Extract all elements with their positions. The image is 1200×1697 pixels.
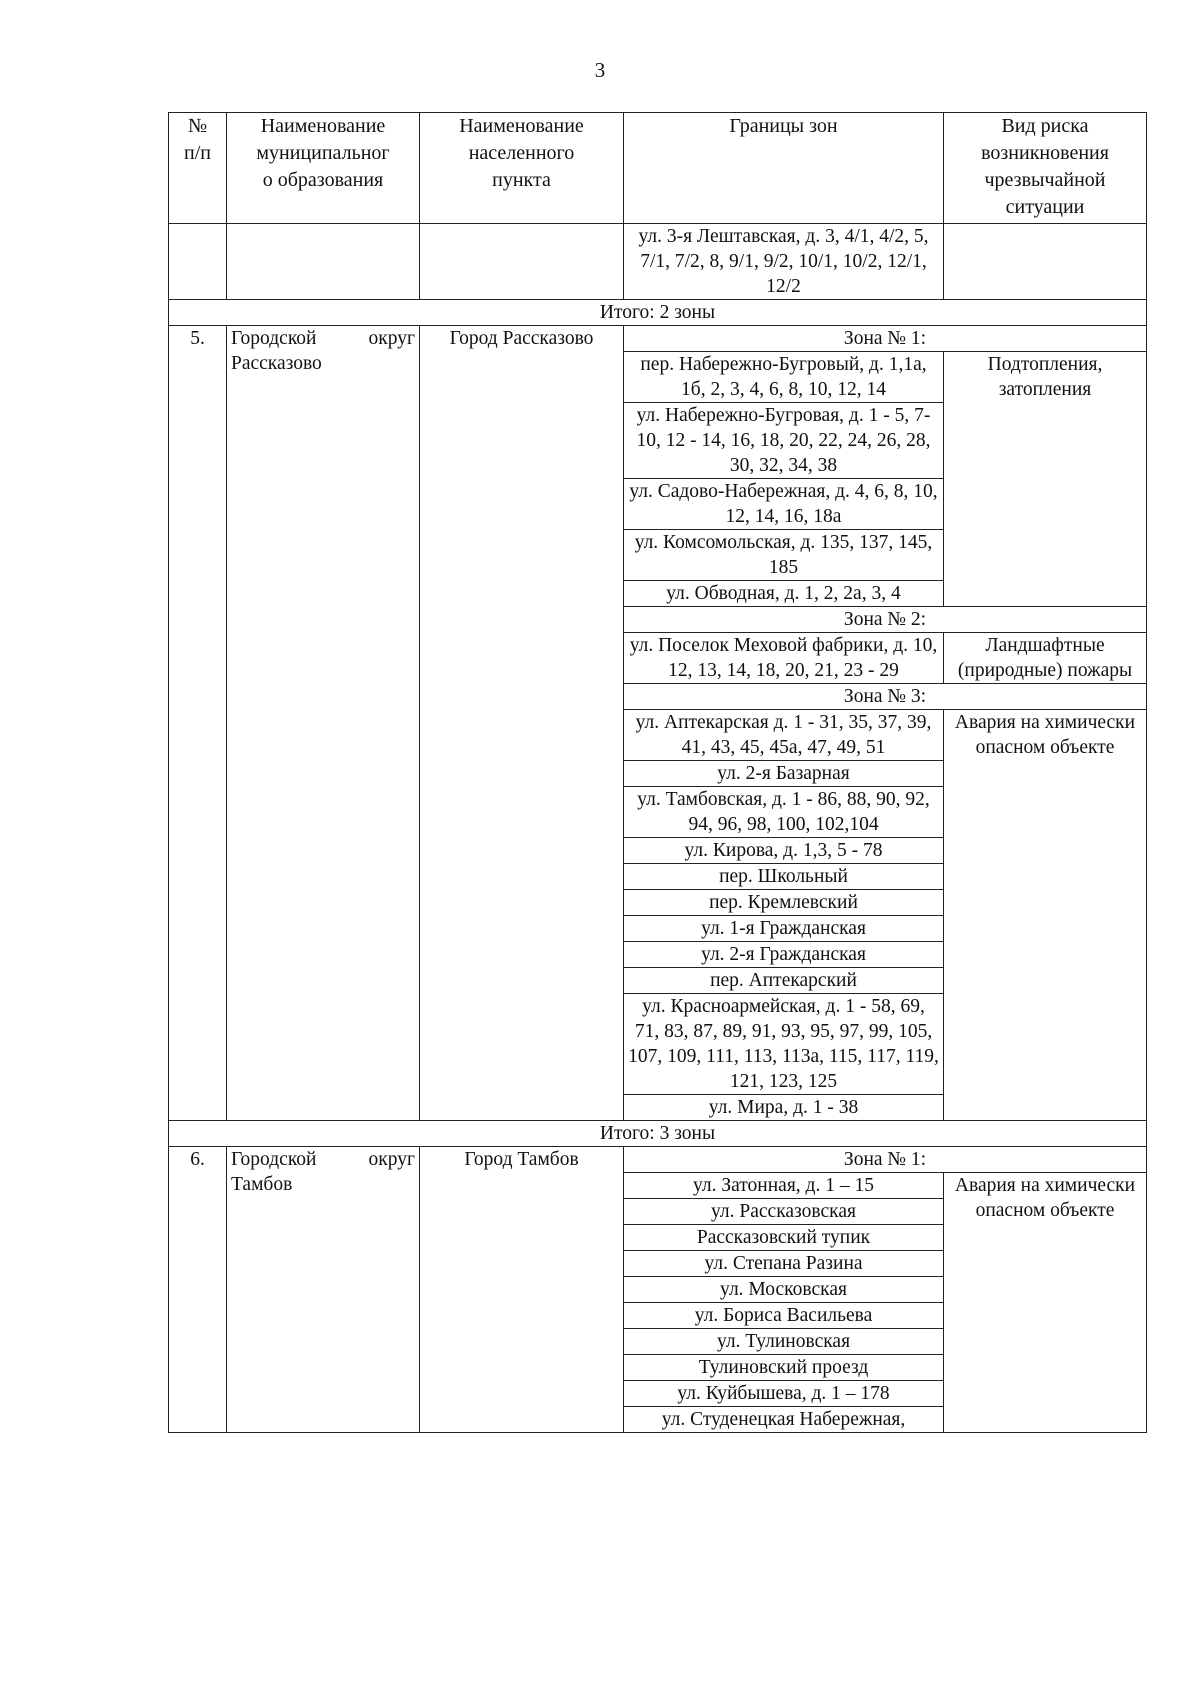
address-cell: ул. Степана Разина: [624, 1251, 944, 1277]
table-header-row: [169, 113, 1147, 224]
zone-header-row: [169, 1147, 1147, 1173]
address-cell: пер. Кремлевский: [624, 890, 944, 916]
risk-type: Подтопления, затопления: [944, 352, 1147, 607]
row-number: 5.: [169, 326, 227, 1121]
address-cell: ул. Куйбышева, д. 1 – 178: [624, 1381, 944, 1407]
total-text: Итого: 3 зоны: [169, 1121, 1147, 1147]
risk-type: Ландшафтные (природные) пожары: [944, 633, 1147, 684]
address-cell: ул. Обводная, д. 1, 2, 2а, 3, 4: [624, 581, 944, 607]
municipality-name: Городской округ Рассказово: [227, 326, 420, 1121]
zone-label: Зона № 1:: [624, 326, 1147, 352]
risk-type: Авария на химически опасном объекте: [944, 1173, 1147, 1433]
row-number: 6.: [169, 1147, 227, 1433]
address-cell: ул. Садово-Набережная, д. 4, 6, 8, 10, 12, 14, 16, 18а: [624, 479, 944, 530]
address-cell: ул. Затонная, д. 1 – 15: [624, 1173, 944, 1199]
address-cell: ул. Набережно-Бугровая, д. 1 - 5, 7- 10, 12 - 14, 16, 18, 20, 22, 24, 26, 28, 30, 32, 34, 38: [624, 403, 944, 479]
total-row: [169, 1121, 1147, 1147]
address-cell: ул. Красноармейская, д. 1 - 58, 69, 71, 83, 87, 89, 91, 93, 95, 97, 99, 105, 107, 109, 111, 113, 113а, 115, 117, 119, 121, 123, 125: [624, 994, 944, 1095]
address-cell: ул. Московская: [624, 1277, 944, 1303]
total-text: Итого: 2 зоны: [169, 300, 1147, 326]
address-cell: ул. Мира, д. 1 - 38: [624, 1095, 944, 1121]
header-risk-type: Вид риска возникновения чрезвычайной ситуации: [944, 113, 1147, 224]
page-number: 3: [594, 58, 606, 82]
section-5: [169, 326, 1147, 1121]
address-cell: ул. 3-я Лештавская, д. 3, 4/1, 4/2, 5, 7/1, 7/2, 8, 9/1, 9/2, 10/1, 10/2, 12/1, 12/2: [624, 224, 944, 300]
header-number: № п/п: [169, 113, 227, 224]
address-cell: ул. Бориса Васильева: [624, 1303, 944, 1329]
address-cell: Рассказовский тупик: [624, 1225, 944, 1251]
settlement-name: Город Тамбов: [420, 1147, 624, 1433]
table-row: [169, 224, 1147, 300]
zones-table: [168, 112, 1147, 1433]
address-cell: ул. 2-я Базарная: [624, 761, 944, 787]
address-cell: ул. Аптекарская д. 1 - 31, 35, 37, 39, 41, 43, 45, 45а, 47, 49, 51: [624, 710, 944, 761]
zone-label: Зона № 1:: [624, 1147, 1147, 1173]
address-cell: пер. Аптекарский: [624, 968, 944, 994]
address-cell: ул. Студенецкая Набережная,: [624, 1407, 944, 1433]
total-row: [169, 300, 1147, 326]
address-cell: ул. Поселок Меховой фабрики, д. 10, 12, 13, 14, 18, 20, 21, 23 - 29: [624, 633, 944, 684]
address-cell: ул. Комсомольская, д. 135, 137, 145, 185: [624, 530, 944, 581]
address-cell: ул. 2-я Гражданская: [624, 942, 944, 968]
address-cell: ул. Рассказовская: [624, 1199, 944, 1225]
zone-header-row: [169, 326, 1147, 352]
address-cell: ул. 1-я Гражданская: [624, 916, 944, 942]
header-zone-borders: Границы зон: [624, 113, 944, 224]
address-cell: пер. Школьный: [624, 864, 944, 890]
header-municipality: Наименование муниципальног о образования: [227, 113, 420, 224]
zone-label: Зона № 3:: [624, 684, 1147, 710]
settlement-name: Город Рассказово: [420, 326, 624, 1121]
address-cell: ул. Тамбовская, д. 1 - 86, 88, 90, 92, 94, 96, 98, 100, 102,104: [624, 787, 944, 838]
section-6: [169, 1147, 1147, 1433]
address-cell: пер. Набережно-Бугровый, д. 1,1а, 1б, 2, 3, 4, 6, 8, 10, 12, 14: [624, 352, 944, 403]
address-cell: ул. Кирова, д. 1,3, 5 - 78: [624, 838, 944, 864]
header-settlement: Наименование населенного пункта: [420, 113, 624, 224]
address-cell: ул. Тулиновская: [624, 1329, 944, 1355]
zone-label: Зона № 2:: [624, 607, 1147, 633]
municipality-name: Городской округ Тамбов: [227, 1147, 420, 1433]
risk-type: Авария на химически опасном объекте: [944, 710, 1147, 1121]
address-cell: Тулиновский проезд: [624, 1355, 944, 1381]
